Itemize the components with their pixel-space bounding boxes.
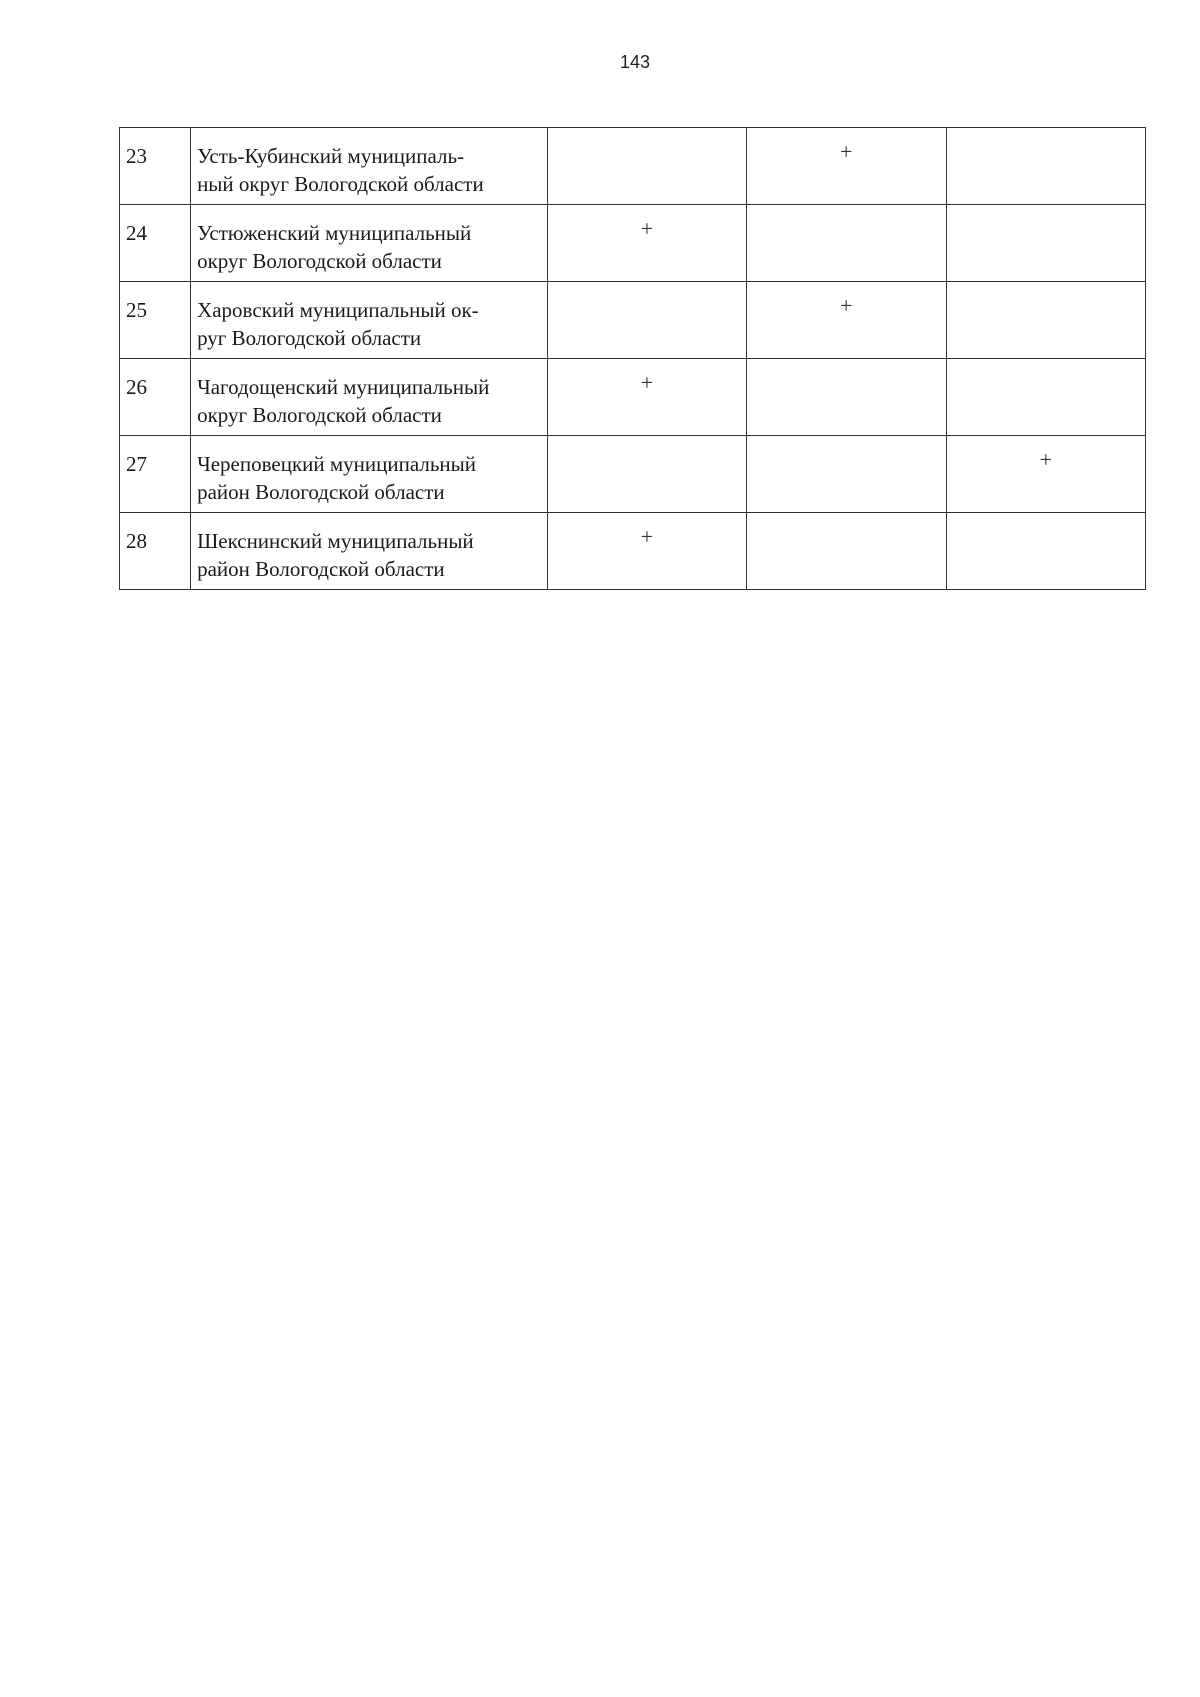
column-c-mark	[947, 128, 1145, 138]
column-a-mark: +	[640, 216, 654, 241]
column-c-mark	[947, 359, 1145, 369]
row-number-cell	[120, 128, 191, 205]
table-row	[120, 513, 1146, 590]
column-a-cell	[548, 205, 746, 282]
column-b-mark	[747, 359, 946, 369]
table-row	[120, 128, 1146, 205]
row-number: 25	[126, 298, 147, 322]
column-c-cell	[946, 513, 1145, 590]
district-name-cell	[191, 513, 548, 590]
row-number: 27	[126, 452, 147, 476]
column-b-cell	[746, 359, 946, 436]
district-name-cell	[191, 359, 548, 436]
column-b-cell	[746, 128, 946, 205]
column-b-mark	[747, 513, 946, 523]
table-row	[120, 282, 1146, 359]
page-number: 143	[619, 52, 651, 72]
table-row	[120, 436, 1146, 513]
column-c-mark: +	[1039, 447, 1053, 472]
districts-table	[119, 127, 1146, 590]
column-b-cell	[746, 436, 946, 513]
column-a-mark	[548, 128, 745, 138]
column-c-cell	[946, 128, 1145, 205]
column-a-cell	[548, 128, 746, 205]
district-name: Череповецкий муниципальный район Вологодской области	[197, 452, 476, 504]
district-name-cell	[191, 205, 548, 282]
district-name: Чагодощенский муниципальный округ Вологодской области	[197, 375, 490, 427]
column-b-mark	[747, 436, 946, 446]
column-c-mark	[947, 205, 1145, 215]
column-c-mark	[947, 282, 1145, 292]
column-c-cell	[946, 205, 1145, 282]
column-a-cell	[548, 282, 746, 359]
column-a-mark	[548, 436, 745, 446]
column-a-cell	[548, 359, 746, 436]
column-c-cell	[946, 436, 1145, 513]
row-number: 28	[126, 529, 147, 553]
district-name: Харовский муниципальный ок- руг Вологодской области	[197, 298, 479, 350]
column-a-cell	[548, 513, 746, 590]
column-a-mark	[548, 282, 745, 292]
table-row	[120, 359, 1146, 436]
table-row	[120, 205, 1146, 282]
row-number: 26	[126, 375, 147, 399]
row-number-cell	[120, 513, 191, 590]
district-name-cell	[191, 436, 548, 513]
column-b-cell	[746, 513, 946, 590]
column-a-mark: +	[640, 524, 654, 549]
row-number-cell	[120, 359, 191, 436]
column-b-mark	[747, 205, 946, 215]
column-a-mark: +	[640, 370, 654, 395]
column-c-mark	[947, 513, 1145, 523]
column-a-cell	[548, 436, 746, 513]
district-name: Шекснинский муниципальный район Вологодской области	[197, 529, 474, 581]
district-name: Усть-Кубинский муниципаль- ный округ Вологодской области	[197, 144, 484, 196]
row-number: 24	[126, 221, 147, 245]
column-b-mark: +	[839, 293, 853, 318]
column-b-cell	[746, 282, 946, 359]
column-c-cell	[946, 359, 1145, 436]
row-number-cell	[120, 282, 191, 359]
district-name-cell	[191, 128, 548, 205]
district-name: Устюженский муниципальный округ Вологодской области	[197, 221, 472, 273]
column-c-cell	[946, 282, 1145, 359]
column-b-mark: +	[839, 139, 853, 164]
row-number: 23	[126, 144, 147, 168]
row-number-cell	[120, 436, 191, 513]
column-b-cell	[746, 205, 946, 282]
row-number-cell	[120, 205, 191, 282]
district-name-cell	[191, 282, 548, 359]
